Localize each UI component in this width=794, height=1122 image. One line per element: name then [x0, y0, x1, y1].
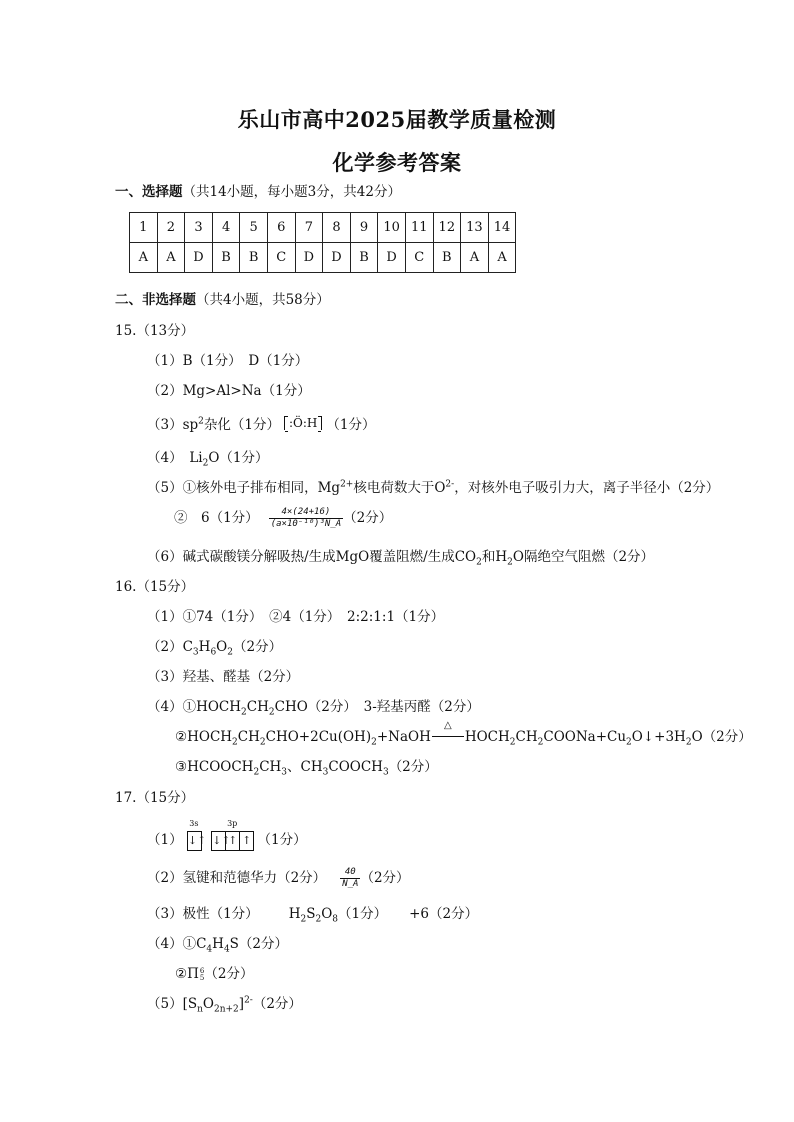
q16-p4-3d: COOCH — [328, 759, 383, 775]
q17-p5d: （2分） — [252, 996, 302, 1012]
q15-p5-1a: （5）①核外电子排布相同，Mg — [147, 480, 341, 496]
q16-p4-2s5: 2 — [537, 737, 544, 748]
q15-p6b: 和H — [481, 549, 508, 565]
q17-header: 17.（15分） — [115, 790, 195, 806]
heat-symbol: △ — [443, 720, 452, 731]
orbital-3p-box: ↑ — [239, 831, 254, 851]
q16-p4-2s2: 2 — [259, 737, 266, 748]
answer-cell: B — [240, 243, 268, 273]
answer-cell: B — [212, 243, 240, 273]
q15-part4 — [147, 446, 269, 469]
answer-cell: A — [488, 243, 516, 273]
heating-arrow — [431, 720, 465, 745]
q16-p4-2s7: 2 — [685, 737, 692, 748]
section1-heading: 一、选择题 — [115, 184, 183, 200]
q17-p3d: O — [321, 906, 333, 922]
answer-cell: A — [157, 243, 185, 273]
q15-p3-post: （1分） — [326, 417, 376, 433]
q16-part3: （3）羟基、醛基（2分） — [147, 669, 300, 685]
q16-p4-2d: +NaOH — [376, 729, 431, 745]
q17-p4-1c: S（2分） — [229, 936, 289, 952]
orbital-3s-box: ↓↑ — [187, 831, 202, 851]
q15-p3-text: （3）sp — [147, 417, 199, 433]
section1-header — [115, 180, 401, 200]
q17-part4-1 — [147, 932, 289, 955]
q17-fraction-num: 40 — [340, 867, 360, 879]
q16-p4-3e: （2分） — [388, 759, 438, 775]
section2-note: （共4小题，共58分） — [196, 292, 330, 308]
q16-p4-2a: ②HOCH — [175, 729, 233, 745]
q15-p5-1b: 核电荷数大于O — [353, 480, 446, 496]
q15-part5-1 — [147, 476, 719, 496]
answer-cell: D — [378, 243, 406, 273]
q15-p6c: O隔绝空气阻燃（2分） — [512, 549, 655, 565]
q15-header: 15.（13分） — [115, 323, 195, 339]
q16-p4-1b: CH — [246, 699, 269, 715]
q16-p2a: （2）C — [147, 639, 193, 655]
q17-p3b: H — [288, 906, 301, 922]
density-numerator: 4×(24+16) — [269, 507, 343, 519]
answer-cell: B — [433, 243, 461, 273]
q16-p2s3: 2 — [227, 647, 233, 658]
q17-p4-2b: （2分） — [204, 966, 254, 982]
q15-part3 — [147, 413, 375, 433]
q16-part4-1 — [147, 695, 480, 718]
q17-p5s2: 2n+2 — [213, 1004, 239, 1015]
answer-cell: C — [405, 243, 433, 273]
answer-cell: C — [267, 243, 295, 273]
question-number-cell: 7 — [295, 213, 323, 243]
question-number-cell: 12 — [433, 213, 461, 243]
question-number-cell: 6 — [267, 213, 295, 243]
q15-p5-1sup2: 2- — [445, 479, 455, 490]
q16-p4-1s1: 2 — [241, 707, 247, 718]
answer-table — [129, 212, 516, 273]
q15-p5-1c: ，对核外电子吸引力大，离子半径小（2分） — [454, 480, 720, 496]
density-fraction — [269, 507, 343, 530]
q17-p4-1b: H — [212, 936, 224, 952]
orbital-3s — [187, 818, 207, 851]
q16-p4-3a: ③HCOOCH — [175, 759, 254, 775]
q17-p3s3: 8 — [332, 914, 338, 925]
q17-p4-1s1: 4 — [206, 944, 213, 955]
q15-part6 — [147, 545, 655, 568]
q17-p3f: +6（2分） — [409, 906, 479, 922]
q15-p5-1sup1: 2+ — [340, 479, 354, 490]
q16-p4-2f: CH — [515, 729, 538, 745]
q17-p3c: S — [306, 906, 316, 922]
hydroxide-lewis-structure: :Ö:H — [284, 416, 322, 430]
q15-part1: （1）B（1分） D（1分） — [147, 353, 309, 369]
arrow-shaft — [432, 736, 464, 737]
q17-fraction — [340, 867, 360, 890]
q17-p2b: （2分） — [360, 870, 410, 886]
q17-p4-1s2: 4 — [223, 944, 230, 955]
question-number-cell: 9 — [350, 213, 378, 243]
q16-p4-2s1: 2 — [232, 737, 238, 748]
q16-p2s2: 6 — [210, 647, 217, 658]
q16-p4-1s2: 2 — [268, 707, 275, 718]
q16-p4-3b: CH — [259, 759, 282, 775]
q16-part1: （1）①74（1分） ②4（1分） 2:2:1:1（1分） — [147, 609, 445, 625]
question-number-cell: 8 — [323, 213, 351, 243]
q17-part3 — [147, 902, 479, 925]
q16-p4-2i: O（2分） — [691, 729, 752, 745]
q17-p5a: （5）[S — [147, 996, 198, 1012]
q17-p5b: O — [202, 996, 214, 1012]
q16-p2b: H — [198, 639, 211, 655]
q16-p4-3s4: 3 — [382, 767, 389, 778]
answer-cell: A — [461, 243, 489, 273]
section1-note: （共14小题，每小题3分，共42分） — [182, 184, 401, 200]
q16-p2s1: 3 — [192, 647, 199, 658]
density-denominator: (a×10⁻¹⁰)³N_A — [270, 519, 342, 529]
page-title: 乐山市高中2025届教学质量检测 — [237, 107, 557, 132]
q16-p4-2h: O↓+3H — [631, 729, 686, 745]
q16-part4-3 — [175, 755, 438, 778]
question-number-cell: 11 — [405, 213, 433, 243]
q16-p4-3s1: 2 — [253, 767, 260, 778]
q16-p4-1a: （4）①HOCH — [147, 699, 242, 715]
section2-heading: 二、非选择题 — [115, 292, 196, 308]
q15-part5-2 — [174, 506, 392, 530]
q16-p4-3s3: 3 — [322, 767, 329, 778]
q15-p3-mid: 杂化（1分） — [203, 417, 280, 433]
q17-p3s1: 2 — [300, 914, 307, 925]
q15-p4-pre: （4） Li — [147, 450, 203, 466]
q16-p2c: O — [216, 639, 228, 655]
answer-table-number-row — [130, 213, 516, 243]
q15-p6a: （6）碱式碳酸镁分解吸热/生成MgO覆盖阻燃/生成CO — [147, 549, 477, 565]
question-number-cell: 1 — [130, 213, 158, 243]
q16-p4-1c: CHO（2分） 3-羟基丙醛（2分） — [274, 699, 480, 715]
q17-p3a: （3）极性（1分） — [147, 906, 259, 922]
q15-p4-sub: 2 — [202, 458, 209, 469]
q17-p3s2: 2 — [315, 914, 322, 925]
page-subtitle: 化学参考答案 — [332, 150, 462, 175]
answer-cell: D — [185, 243, 213, 273]
q15-p5-2a: ② 6（1分） — [174, 510, 259, 526]
q16-p4-2b: CH — [237, 729, 260, 745]
q16-p2d: （2分） — [232, 639, 283, 655]
q16-p4-2e: HOCH — [464, 729, 510, 745]
orbital-3p-box: ↑ — [225, 831, 240, 851]
orbital-3s-label: 3s — [189, 818, 199, 828]
q16-p4-3s2: 3 — [281, 767, 288, 778]
answer-cell: A — [130, 243, 158, 273]
q16-p4-2s3: 2 — [371, 737, 377, 748]
q15-part2: （2）Mg>Al>Na（1分） — [147, 383, 311, 399]
q15-p3-sup: 2 — [198, 416, 204, 427]
question-number-cell: 14 — [488, 213, 516, 243]
q16-p4-2s6: 2 — [626, 737, 632, 748]
answer-cell: D — [323, 243, 351, 273]
answer-cell: B — [350, 243, 378, 273]
answer-table-answer-row — [130, 243, 516, 273]
q17-p3e: （1分） — [338, 906, 388, 922]
q17-part5 — [147, 992, 302, 1015]
question-number-cell: 5 — [240, 213, 268, 243]
q16-part2 — [147, 635, 283, 658]
q17-part1 — [147, 818, 307, 851]
question-number-cell: 4 — [212, 213, 240, 243]
q17-part2 — [147, 866, 410, 890]
q16-part4-2 — [175, 720, 752, 748]
q17-p5sup: 2- — [244, 995, 253, 1006]
section2-header — [115, 288, 330, 308]
orbital-3p-box: ↓↑ — [211, 831, 226, 851]
q15-p6sub2: 2 — [507, 557, 513, 568]
q16-p4-2c: CHO+2Cu(OH) — [265, 729, 372, 745]
q16-header: 16.（15分） — [115, 579, 195, 595]
q16-p4-2s4: 2 — [509, 737, 516, 748]
q17-p4-1a: （4）①C — [147, 936, 207, 952]
question-number-cell: 3 — [185, 213, 213, 243]
q17-p2a: （2）氢键和范德华力（2分） — [147, 870, 327, 886]
q17-p4-2sub: 5 — [199, 973, 205, 982]
q17-p5c: ] — [238, 996, 245, 1012]
q17-fraction-den: N_A — [342, 879, 359, 889]
q15-p4-post: O（1分） — [208, 450, 269, 466]
question-number-cell: 13 — [461, 213, 489, 243]
q16-p4-2g: COONa+Cu — [543, 729, 627, 745]
question-number-cell: 10 — [378, 213, 406, 243]
q15-p6sub1: 2 — [476, 557, 482, 568]
q17-p1b: （1分） — [257, 832, 307, 848]
answer-cell: D — [295, 243, 323, 273]
question-number-cell: 2 — [157, 213, 185, 243]
orbital-3p — [211, 818, 253, 851]
q17-p4-2sup: 6 — [199, 966, 205, 975]
orbital-3p-label: 3p — [227, 818, 238, 828]
q16-p4-3c: 、CH — [287, 759, 323, 775]
q17-part4-2 — [175, 962, 253, 982]
q15-p5-2b: （2分） — [343, 510, 393, 526]
q17-p4-2a: ②Π — [175, 966, 199, 982]
q17-p5s1: n — [197, 1004, 203, 1015]
q17-p1a: （1） — [147, 832, 183, 848]
